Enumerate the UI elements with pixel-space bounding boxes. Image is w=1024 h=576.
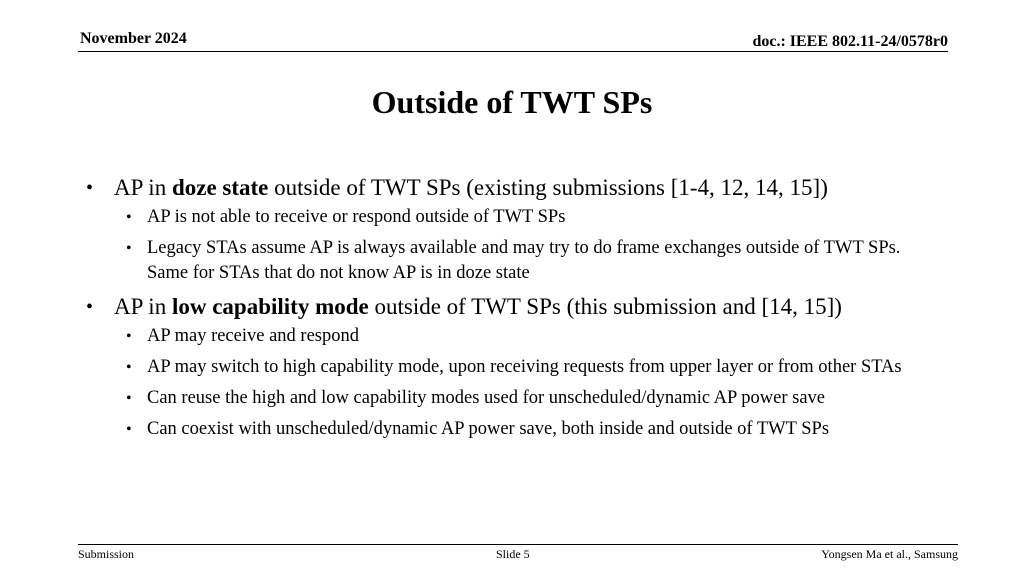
sub-bullet-text: AP is not able to receive or respond outside of TWT SPs (147, 207, 566, 227)
header-date: November 2024 (80, 30, 187, 47)
sub-bullet-text: Legacy STAs assume AP is always available and may try to do frame exchanges outside of TWT SPs. Same for STAs that do not know AP is in doze state (147, 238, 901, 283)
sub-bullet (86, 417, 946, 442)
bullet-suffix: outside of TWT SPs (this submission and [14, 15]) (368, 294, 842, 319)
sub-bullet (86, 324, 946, 349)
bullet-suffix: outside of TWT SPs (existing submissions [1-4, 12, 14, 15]) (268, 175, 828, 200)
sub-bullet (86, 355, 946, 380)
bullet-prefix: AP in (114, 175, 172, 200)
slide-title: Outside of TWT SPs (371, 84, 653, 120)
bullet-dot-icon: • (86, 296, 94, 318)
sub-bullet-text: Can reuse the high and low capability modes used for unscheduled/dynamic AP power save (147, 388, 825, 408)
bullet-doze-state (86, 173, 946, 203)
sub-bullet-dot-icon: • (126, 209, 132, 226)
sub-bullet-dot-icon: • (126, 240, 132, 257)
bullet-bold-term: doze state (171, 175, 269, 200)
slide-content (86, 173, 946, 448)
sub-bullet (86, 236, 946, 286)
footer-submission: Submission (78, 547, 135, 561)
sub-bullet-text: Can coexist with unscheduled/dynamic AP power save, both inside and outside of TWT SPs (147, 419, 830, 439)
sub-bullet-dot-icon: • (126, 359, 132, 376)
sub-bullet-text: AP may switch to high capability mode, upon receiving requests from upper layer or from other STAs (147, 357, 902, 377)
sub-bullet (86, 386, 946, 411)
sub-bullet-dot-icon: • (126, 328, 132, 345)
footer-slide-number: Slide 5 (496, 547, 530, 561)
bullet-dot-icon: • (86, 177, 94, 199)
bullet-prefix: AP in (114, 294, 172, 319)
bullet-group-doze (86, 173, 946, 286)
footer-authors: Yongsen Ma et al., Samsung (821, 547, 958, 561)
header-doc-id: doc.: IEEE 802.11-24/0578r0 (752, 33, 948, 50)
bullet-bold-term: low capability mode (171, 294, 369, 319)
bullet-group-low-capability (86, 292, 946, 442)
sub-bullet-dot-icon: • (126, 421, 132, 438)
header-rule (78, 51, 948, 52)
bullet-low-capability-mode (86, 292, 946, 322)
footer-rule (78, 544, 958, 545)
sub-bullet (86, 205, 946, 230)
sub-bullet-dot-icon: • (126, 390, 132, 407)
sub-bullet-text: AP may receive and respond (147, 326, 359, 346)
